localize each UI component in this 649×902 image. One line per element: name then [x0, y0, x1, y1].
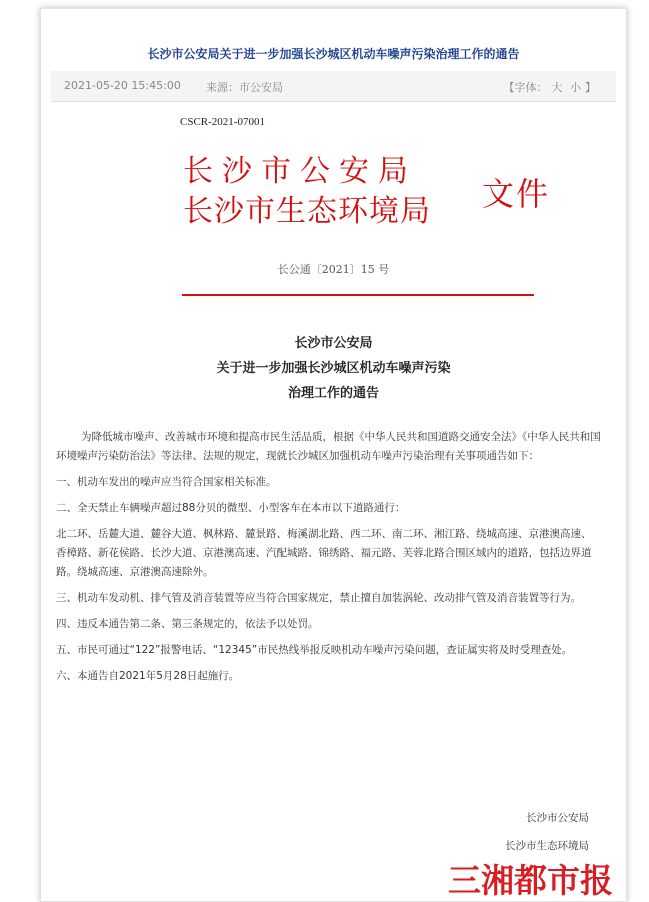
signature-police: 长沙市公安局	[526, 812, 589, 824]
body-paragraph: 为降低城市噪声、改善城市环境和提高市民生活品质，根据《中华人民共和国道路交通安全法》《中华人民共和国环境噪声污染防治法》等法律、法规的规定，现就长沙城区加强机动车噪声污染治理有关事项通告如下：	[56, 431, 601, 462]
newspaper-watermark: 三湘都市报	[448, 861, 613, 900]
notice-title	[41, 331, 626, 406]
article-headline: 长沙市公安局关于进一步加强长沙城区机动车噪声污染治理工作的通告	[147, 47, 520, 61]
title-line: 关于进一步加强长沙城区机动车噪声污染	[216, 361, 451, 376]
body-paragraph: 六、本通告自2021年5月28日起施行。	[56, 670, 240, 682]
article-source: 来源：市公安局	[206, 81, 283, 94]
issuer-line-2: 长沙市生态环境局	[183, 194, 431, 229]
font-large-button[interactable]: 大	[551, 81, 563, 94]
notice-body	[56, 428, 601, 693]
issuer-line-1: 长沙市公安局	[183, 154, 417, 189]
file-number: 长公通〔2021〕15 号	[277, 263, 390, 276]
document-word: 文件	[482, 175, 551, 213]
red-divider	[182, 294, 534, 296]
title-line: 长沙市公安局	[294, 336, 373, 351]
body-paragraph: 三、机动车发动机、排气管及消音装置等应当符合国家规定，禁止擅自加装涡轮、改动排气管及消音装置等行为。	[56, 592, 581, 604]
font-small-button[interactable]: 小	[570, 81, 581, 94]
body-paragraph: 五、市民可通过“122”报警电话、“12345”市民热线举报反映机动车噪声污染问题，查证属实将及时受理查处。	[56, 644, 573, 656]
signature-eco: 长沙市生态环境局	[505, 840, 589, 852]
title-line: 治理工作的通告	[287, 386, 379, 401]
body-paragraph: 二、全天禁止车辆噪声超过88分贝的微型、小型客车在本市以下道路通行：	[56, 502, 406, 514]
font-control-prefix: 【字体：	[503, 81, 548, 94]
font-size-control	[502, 79, 599, 95]
issuer-heading	[183, 152, 431, 232]
article-meta-bar	[51, 71, 616, 102]
body-paragraph: 北二环、岳麓大道、麓谷大道、枫林路、麓景路、梅溪湖北路、西二环、南二环、湘江路、绕城高速、京港澳高速、香樟路、新花侯路、长沙大道、京港澳高速、汽配城路、锦绣路、福元路、芙蓉北路合围区域内的道路，包括边界道路。绕城高速、京港澳高速除外。	[56, 528, 592, 578]
body-paragraph: 四、违反本通告第二条、第三条规定的，依法予以处罚。	[56, 618, 319, 630]
body-paragraph: 一、机动车发出的噪声应当符合国家相关标准。	[56, 476, 277, 488]
font-control-suffix: 】	[585, 81, 596, 94]
document-code: CSCR-2021-07001	[180, 116, 265, 128]
publish-date: 2021-05-20 15:45:00	[64, 79, 181, 92]
